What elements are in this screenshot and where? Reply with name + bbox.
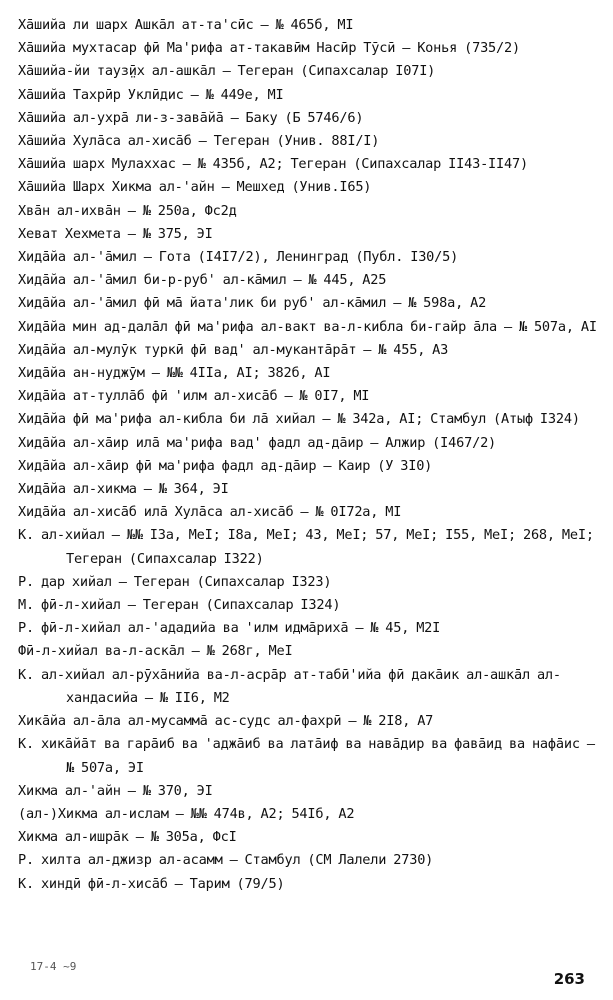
list-item: Ха̄шийа Тахрӣр Уклӣдис – № 449е, MI: [18, 86, 284, 103]
list-item: Ха̄шийа шарх Мулаххас – № 435б, А2; Тегеран (Сипахсалар II43-II47): [18, 156, 528, 173]
list-item: Фӣ-л-хийал ва-л-аска̄л – № 268г, MeI: [18, 643, 293, 660]
list-item: Ха̄шийа мухтасар фӣ Ма'рифа ат-такавӣм Насӣр Тӯсӣ – Конья (735/2): [18, 40, 520, 57]
list-item: Хида̄йа ал-'а̄мил – Гота (I4I7/2), Ленинград (Публ. I30/5): [18, 249, 459, 266]
list-item: Хида̄йа мин ад-дала̄л фӣ ма'рифа ал-вакт ва-л-кибла би-гайр а̄ла – № 507а, АI: [18, 318, 597, 335]
list-item: Р. фӣ-л-хийал ал-'ададийа ва 'илм идма̄риха̄ – № 45, M2I: [18, 620, 441, 637]
list-item: Хида̄йа фӣ ма'рифа ал-кибла би ла̄ хийал – № 342а, АI; Стамбул (Атыф I324): [18, 411, 580, 428]
list-item: Ха̄шийа ал-ухра̄ ли-з-зава̄йа̄ – Баку (Б 5746/6): [18, 109, 364, 126]
list-item: (ал-)Хикма ал-ислам – №№ 474в, А2; 54Iб, А2: [18, 805, 355, 822]
list-item: Р. хилта ал-джизр ал-асамм – Стамбул (СМ Лалели 2730): [18, 852, 434, 869]
list-item: Хида̄йа ал-мулӯк туркӣ фӣ вад' ал-муканта̄ра̄т – № 455, А3: [18, 341, 449, 358]
list-item: Хида̄йа ал-'а̄мил фӣ ма̄ йата'лик би руб' ал-ка̄мил – № 598а, А2: [18, 295, 487, 312]
list-item: Хида̄йа ал-ха̄ир фӣ ма'рифа фадл ад-да̄ир – Каир (У 3I0): [18, 457, 433, 474]
list-item: Хва̄н ал-ихва̄н – № 250а, Фс2д: [18, 202, 237, 219]
list-item: Хикма ал-ишра̄к – № 305а, ФсI: [18, 829, 237, 846]
list-item: М. фӣ-л-хийал – Тегеран (Сипахсалар I324): [18, 597, 341, 614]
list-item: Ха̄шийа ли шарх Ашка̄л ат-та'сӣс – № 465б, MI: [18, 17, 354, 33]
list-item: Хикма ал-'айн – № 370, ЭI: [18, 782, 213, 799]
list-item: Хида̄йа ал-хикма – № 364, ЭI: [18, 481, 229, 498]
list-item: Р. дар хийал – Тегеран (Сипахсалар I323): [18, 573, 332, 590]
list-item: К. ал-хийал – №№ I3а, MeI; I8а, MeI; 43, MeI; 57, MeI; I55, MeI; 268, MeI; Тегеран (Сипахсалар I322): [18, 527, 601, 567]
list-item: К. хика̄йа̄т ва гара̄иб ва 'аджа̄иб ва лата̄иф ва нава̄дир ва фава̄ид ва нафа̄ис – № 507а, ЭI: [18, 736, 602, 776]
list-item: Хида̄йа ан-нуджӯм – №№ 4IIа, АI; 382б, АI: [18, 365, 331, 382]
list-item: Хида̄йа ал-ха̄ир ила̄ ма'рифа вад' фадл ад-да̄ир – Алжир (I467/2): [18, 434, 497, 451]
list-item: Ха̄шийа Шарх Хикма ал-'айн – Мешхед (Унив.I65): [18, 179, 372, 196]
list-item: Хида̄йа ал-'а̄мил би-р-руб' ал-ка̄мил – № 445, А25: [18, 272, 387, 289]
list-item: Хика̄йа ал-а̄ла ал-мусамма̄ ас-судс ал-фахрӣ – № 2I8, А7: [18, 713, 434, 730]
list-item: Хида̄йа ал-хиса̄б ила̄ Хула̄са ал-хиса̄б – № 0I72а, MI: [18, 504, 402, 521]
list-item: Хеват Хехмета – № 375, ЭI: [18, 225, 213, 242]
list-item: К. хиндӣ фӣ-л-хиса̄б – Тарим (79/5): [18, 875, 285, 892]
signature-mark: 17-4 ~9: [30, 960, 77, 973]
entry-list: [18, 14, 603, 896]
page-number: 263: [553, 970, 585, 988]
list-item: Ха̄шийа Хула̄са ал-хиса̄б – Тегеран (Унив. 88I/I): [18, 133, 380, 150]
list-item: Хида̄йа ат-тулла̄б фӣ 'илм ал-хиса̄б – № 0I7, MI: [18, 388, 370, 405]
list-item: К. ал-хийал ал-рӯха̄нийа ва-л-асра̄р ат-табӣ'ийа фӣ дака̄ик ал-ашка̄л ал-хандасийа – № II6, M2: [18, 666, 561, 706]
list-item: Ха̄шийа-йи тауз̤ӣх ал-ашка̄л – Тегеран (Сипахсалар I07I): [18, 63, 436, 80]
